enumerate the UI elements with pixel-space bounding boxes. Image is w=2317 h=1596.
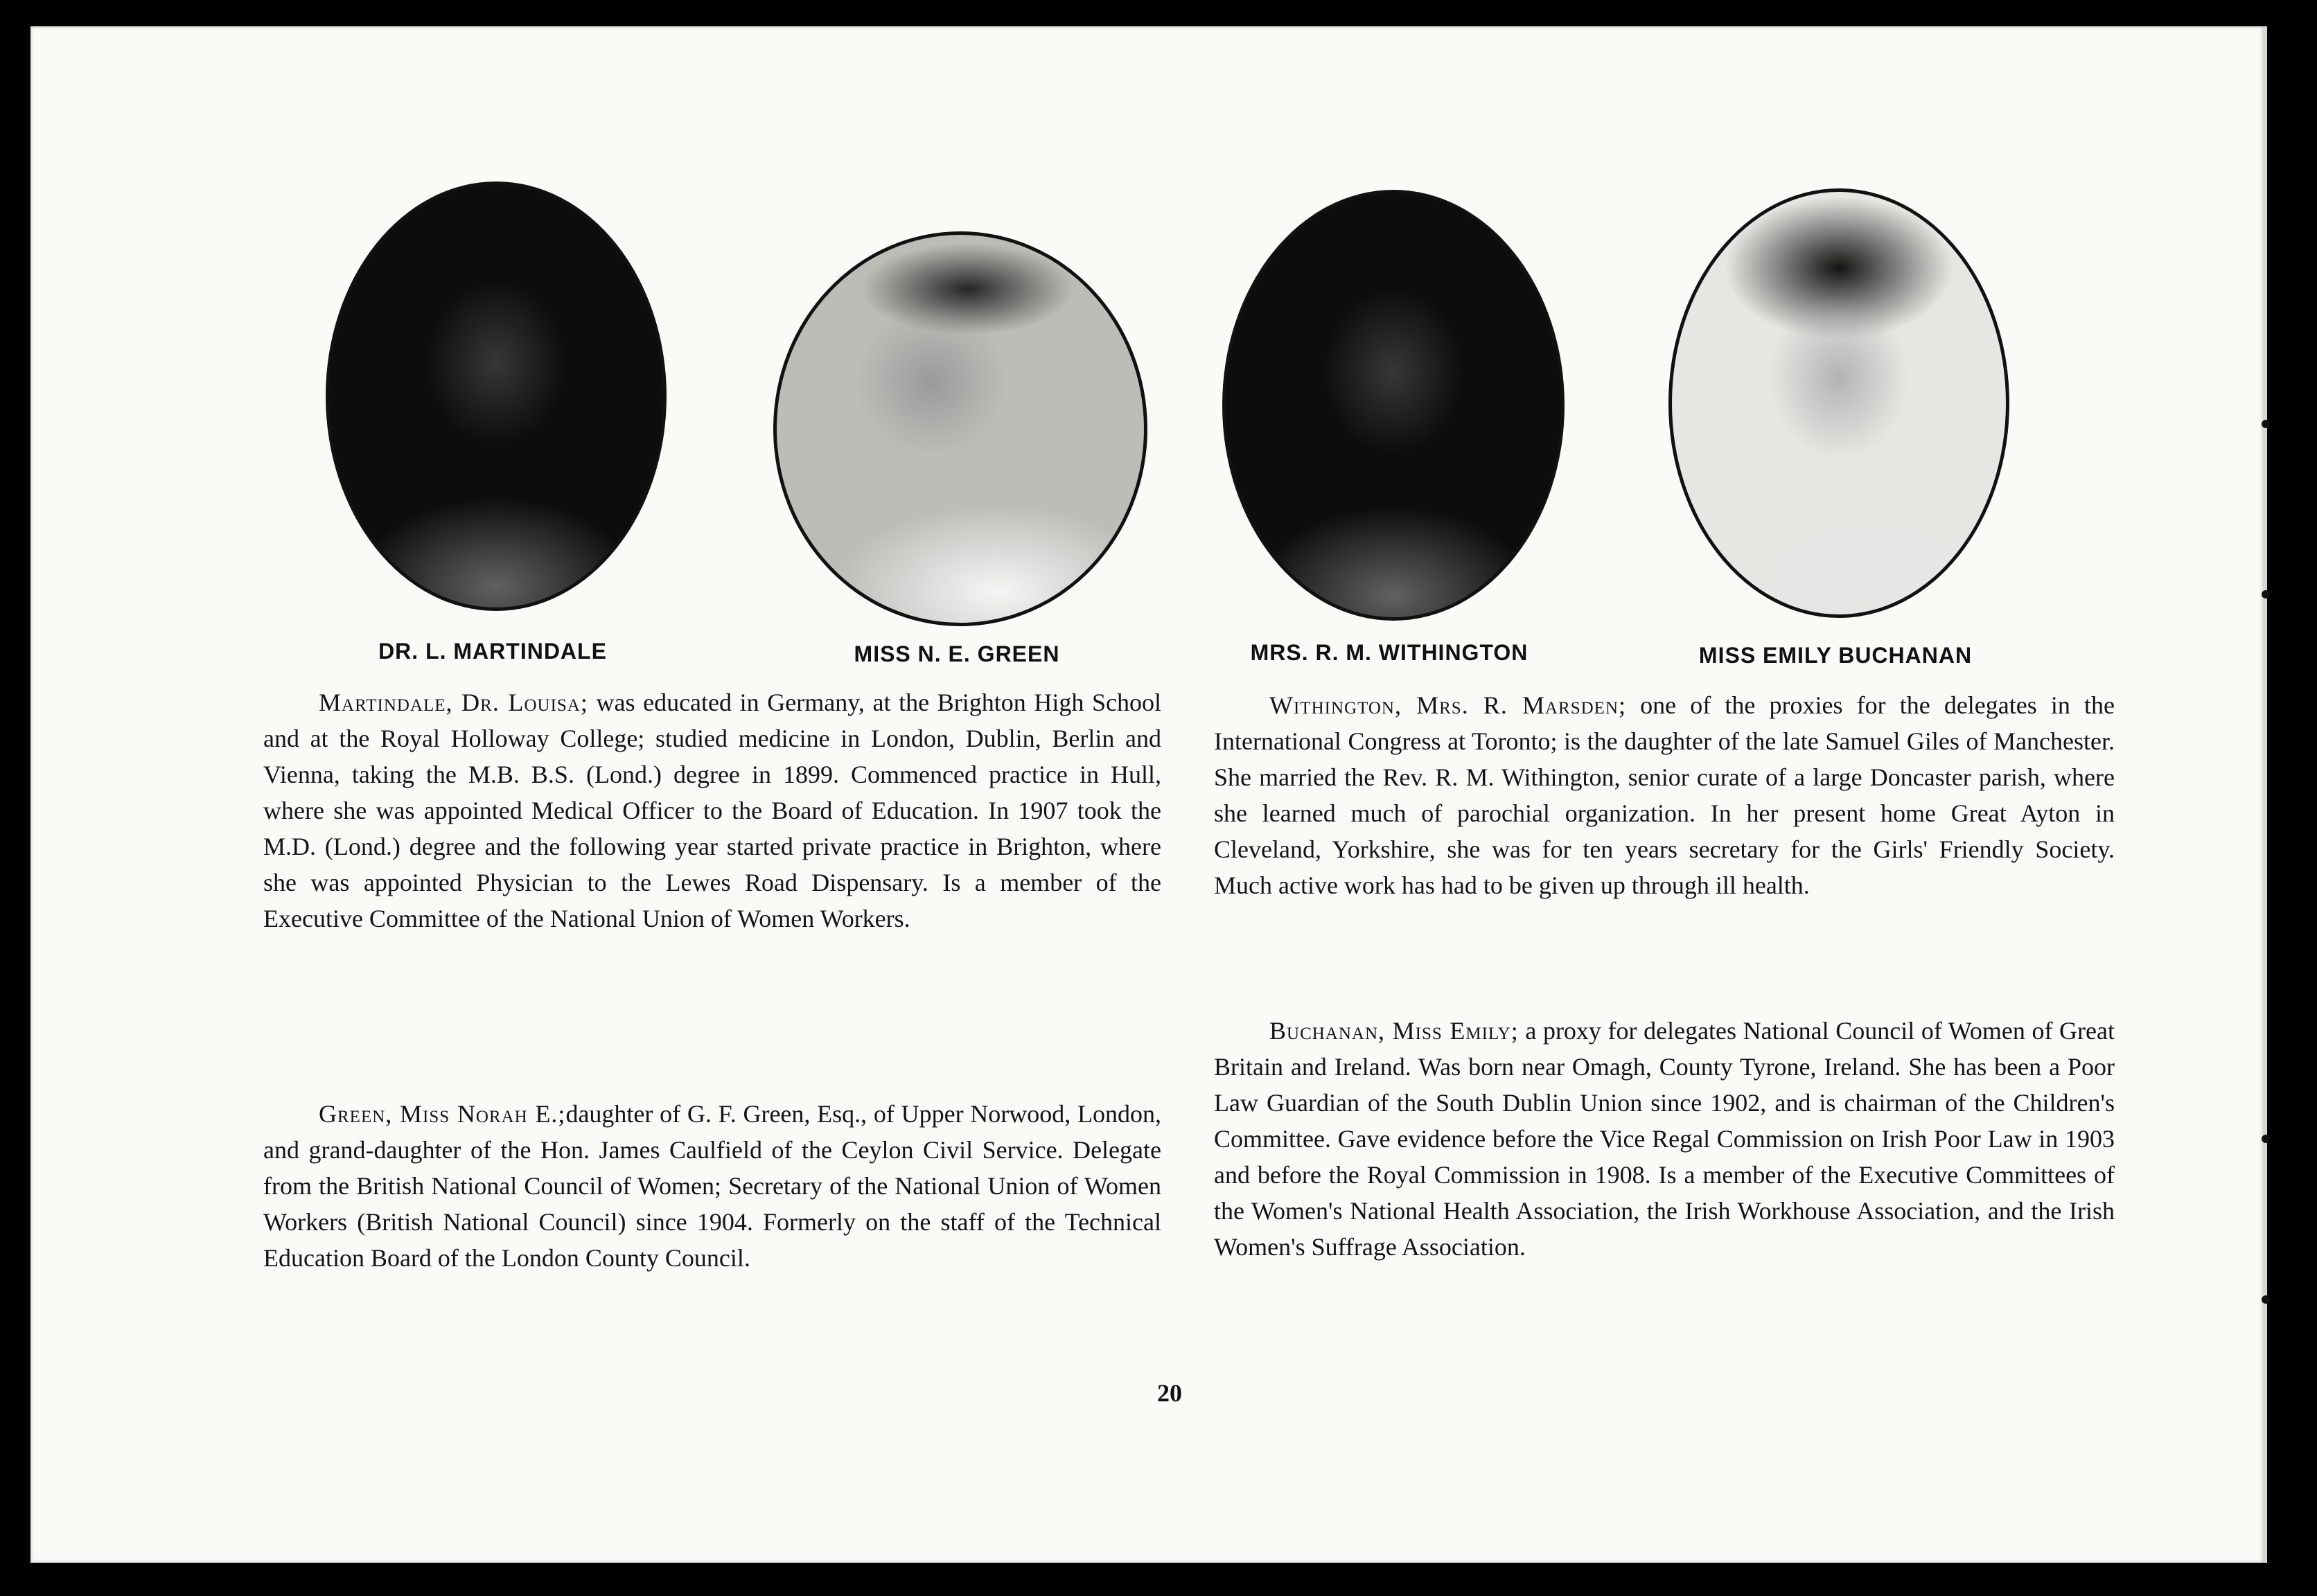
bio-green xyxy=(263,1096,1161,1276)
caption-buchanan: MISS EMILY BUCHANAN xyxy=(1698,643,1973,668)
bio-text: daughter of G. F. Green, Esq., of Upper Norwood, London, and grand-daughter of the Hon. James Caulfield of the Ceylon Civil Service. Delegate from the British National Council of Women; Secretary of the National Union of Women Workers (British National Council) since 1904. Formerly on the staff of the Technical Education Board of the London County Council. xyxy=(263,1100,1161,1272)
bio-name: Buchanan, Miss Emily; xyxy=(1269,1017,1519,1045)
page-edge xyxy=(2263,26,2267,1563)
caption-green: MISS N. E. GREEN xyxy=(854,641,1060,666)
binding-mark xyxy=(2262,1295,2270,1304)
bio-text: one of the proxies for the delegates in the International Congress at Toronto; is the daughter of the late Samuel Giles of Manchester. She married the Rev. R. M. Withington, senior curate of a large Doncaster parish, where she learned much of parochial organization. In her present home Great Ayton in Cleveland, Yorkshire, she was for ten years secretary for the Girls' Friendly Society. Much active work has had to be given up through ill health. xyxy=(1214,691,2115,899)
caption-martindale: DR. L. MARTINDALE xyxy=(378,639,607,664)
portrait-martindale xyxy=(326,181,667,611)
binding-mark xyxy=(2262,1135,2270,1143)
portrait-green xyxy=(773,231,1147,626)
bio-name: Withington, Mrs. R. Marsden; xyxy=(1269,691,1627,719)
bio-text: was educated in Germany, at the Brighton High School and at the Royal Holloway College; studied medicine in London, Dublin, Berlin and Vienna, taking the M.B. B.S. (Lond.) degree in 1899. Commenced practice in Hull, where she was appointed Medical Officer to the Board of Education. In 1907 took the M.D. (Lond.) degree and the following year started private practice in Brighton, where she was appointed Physician to the Lewes Road Dispensary. Is a member of the Executive Committee of the National Union of Women Workers. xyxy=(263,689,1161,932)
binding-mark xyxy=(2262,420,2270,428)
caption-withington: MRS. R. M. WITHINGTON xyxy=(1250,640,1528,665)
binding-mark xyxy=(2262,590,2270,598)
bio-withington xyxy=(1214,687,2115,903)
page-number: 20 xyxy=(1157,1379,1182,1407)
bio-buchanan xyxy=(1214,1013,2115,1265)
portrait-withington xyxy=(1222,190,1565,621)
bio-text: a proxy for delegates National Council of Women of Great Britain and Ireland. Was born near Omagh, County Tyrone, Ireland. She has been a Poor Law Guardian of the South Dublin Union since 1902, and is chairman of the Children's Committee. Gave evidence before the Vice Regal Commission on Irish Poor Law in 1903 and before the Royal Commission in 1908. Is a member of the Executive Committees of the Women's National Health Association, the Irish Workhouse Association, and the Irish Women's Suffrage Association. xyxy=(1214,1017,2115,1261)
bio-name: Martindale, Dr. Louisa; xyxy=(319,689,588,716)
portrait-buchanan xyxy=(1668,188,2009,618)
bio-name: Green, Miss Norah E.; xyxy=(319,1100,566,1128)
bio-martindale xyxy=(263,684,1161,937)
book-page xyxy=(30,26,2263,1563)
